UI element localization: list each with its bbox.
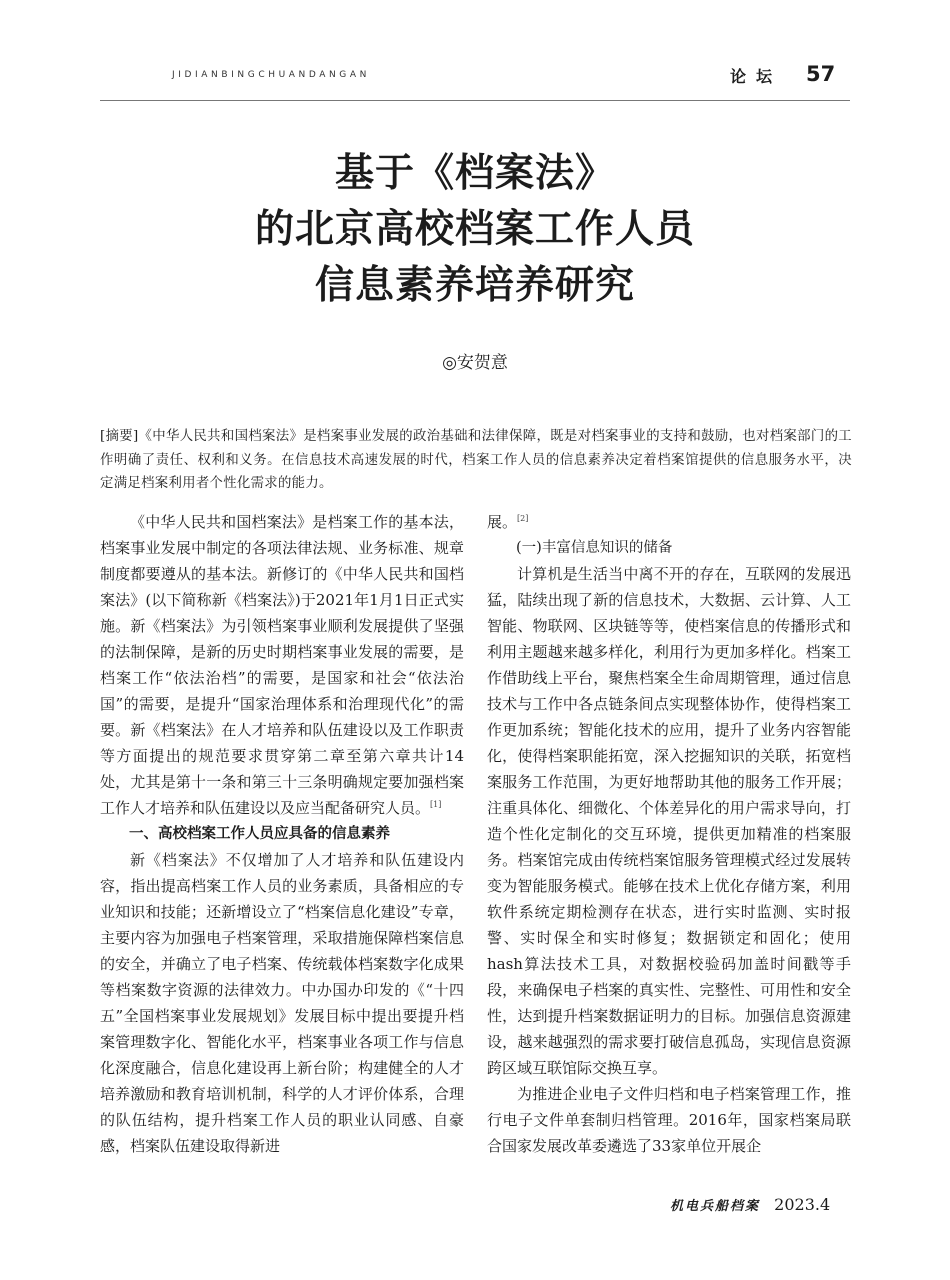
issue-number: 2023.4 xyxy=(774,1195,831,1214)
right-column xyxy=(487,509,851,1159)
citation-marker: [1] xyxy=(430,800,442,809)
left-column xyxy=(100,509,464,1159)
section-heading: 一、高校档案工作人员应具备的信息素养 xyxy=(129,826,390,842)
journal-name: 机电兵船档案 xyxy=(670,1199,761,1214)
section-label: 论坛 xyxy=(730,67,783,86)
running-header: JIDIANBINGCHUANDANGAN xyxy=(172,70,370,80)
title-line-3: 信息素养培养研究 xyxy=(314,263,635,308)
body-paragraph xyxy=(100,509,464,821)
paragraph-text: 展。 xyxy=(487,513,518,531)
page-number: 57 xyxy=(806,62,836,86)
title-line-1: 基于《档案法》 xyxy=(334,151,615,196)
body-paragraph xyxy=(487,509,851,535)
paragraph-text: 《中华人民共和国档案法》是档案工作的基本法，档案事业发展中制定的各项法律法规、业务标准、规章制度都要遵从的基本法。新修订的《中华人民共和国档案法》(以下简称新《档案法》)于2021年1月1日正式实施。新《档案法》为引领档案事业顺利发展提供了坚强的法制保障，是新的历史时期档案事业发展的需要，是档案工作“依法治档”的需要，是国家和社会“依法治国”的需要，是提升“国家治理体系和治理现代化”的需要。新《档案法》在人才培养和队伍建设以及工作职责等方面提出的规范要求贯穿第二章至第六章共计14处，尤其是第十一条和第三十三条明确规定要加强档案工作人才培养和队伍建设以及应当配备研究人员。 xyxy=(100,513,464,817)
citation-marker: [2] xyxy=(517,514,529,523)
body-paragraph: 为推进企业电子文件归档和电子档案管理工作，推行电子文件单套制归档管理。2016年，国家档案局联合国家发展改革委遴选了33家单位开展企 xyxy=(487,1085,851,1155)
body-paragraph: 计算机是生活当中离不开的存在，互联网的发展迅猛，陆续出现了新的信息技术，大数据、云计算、人工智能、物联网、区块链等等，使档案信息的传播形式和利用主题越来越多样化，利用行为更加多样化。档案工作借助线上平台，聚焦档案全生命周期管理，通过信息技术与工作中各点链条间点实现整体协作，使得档案工作更加系统；智能化技术的应用，提升了业务内容智能化，使得档案职能拓宽，深入挖掘知识的关联，拓宽档案服务工作范围，为更好地帮助其他的服务工作开展；注重具体化、细微化、个体差异化的用户需求导向，打造个性化定制化的交互环境，提供更加精准的档案服务。档案馆完成由传统档案馆服务管理模式经过发展转变为智能服务模式。能够在技术上优化存储方案，利用软件系统定期检测存在状态，进行实时监测、实时报警、实时保全和实时修复；数据锁定和固化；使用hash算法技术工具，对数据校验码加盖时间戳等手段，来确保电子档案的真实性、完整性、可用性和安全性，达到提升档案数据证明力的目标。加强信息资源建设，越来越强烈的需求要打破信息孤岛，实现信息资源跨区域互联馆际交换互享。 xyxy=(487,565,851,1077)
abstract: [摘要]《中华人民共和国档案法》是档案事业发展的政治基础和法律保障，既是对档案事业的支持和鼓励，也对档案部门的工作明确了责任、权利和义务。在信息技术高速发展的时代，档案工作人员的信息素养决定着档案馆提供的信息服务水平，决定满足档案利用者个性化需求的能力。 xyxy=(100,429,852,491)
author-name: ◎安贺意 xyxy=(442,353,508,373)
subsection-heading: (一)丰富信息知识的储备 xyxy=(516,540,673,556)
article-title xyxy=(100,146,850,314)
page-footer xyxy=(670,1195,830,1214)
title-line-2: 的北京高校档案工作人员 xyxy=(254,207,695,252)
header-divider xyxy=(100,100,850,101)
body-paragraph: 新《档案法》不仅增加了人才培养和队伍建设内容，指出提高档案工作人员的业务素质，具备相应的专业知识和技能；还新增设立了“档案信息化建设”专章，主要内容为加强电子档案管理，采取措施保障档案信息的安全，并确立了电子档案、传统载体档案数字化成果等档案数字资源的法律效力。中办国办印发的《“十四五”全国档案事业发展规划》发展目标中提出要提升档案管理数字化、智能化水平，档案事业各项工作与信息化深度融合，信息化建设再上新台阶；构建健全的人才培养激励和教育培训机制，科学的人才评价体系，合理的队伍结构，提升档案工作人员的职业认同感、自豪感，档案队伍建设取得新进 xyxy=(100,851,464,1155)
